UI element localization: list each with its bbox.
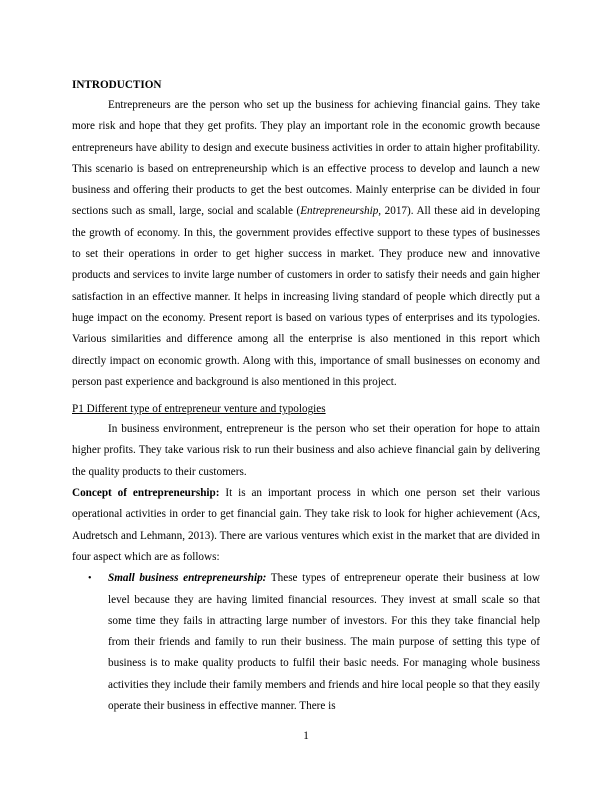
list-item-label: Small business entrepreneurship: — [108, 572, 267, 585]
list-item — [72, 568, 540, 717]
intro-text-part1: Entrepreneurs are the person who set up the business for achieving financial gains. They take more risk and hope that they get profits. They play an important role in the economic growth because entrepreneurs have ability to design and execute business activities in order to attain higher profitability. This scenario is based on entrepreneurship which is an effective process to develop and launch a new business and offering their products to get the best outcomes. Mainly enterprise can be divided in four sections such as small, large, social and scalable ( — [72, 99, 540, 218]
list-item-text: These types of entrepreneur operate their business at low level because they are having limited financial resources. They invest at small scale so that some time they fails in attracting large number of investors. For this they take financial help from their friends and family to run their business. The main purpose of setting this type of business is to make quality products to fulfil their basic needs. For managing whole business activities they include their family members and friends and hire local people so that they easily operate their business in effective manner. There is — [108, 572, 540, 713]
concept-text: It is an important process in which one person set their various operational activities in order to get financial gain. They take risk to look for higher achievement (Acs, Audretsch and Lehmann, 2013). There are various ventures which exist in the market that are divided in four aspect which are as follows: — [72, 487, 540, 563]
section-paragraph: In business environment, entrepreneur is the person who set their operation for hope to attain higher profits. They take various risk to run their business and also achieve financial gain by delivering the quality products to their customers. — [72, 423, 540, 478]
page-number: 1 — [303, 730, 309, 742]
intro-paragraph — [72, 95, 540, 393]
concept-label: Concept of entrepreneurship: — [72, 487, 220, 500]
intro-text-part2: , 2017). All these aid in developing the growth of economy. In this, the government provides effective support to these types of businesses to set their operations in order to get higher success in market. They produce new and innovative products and services to invite large number of customers in order to satisfy their needs and gain higher satisfaction in an effective manner. It helps in increasing living standard of people which directly put a huge impact on the economy. Present report is based on various types of enterprises and its typologies. Various similarities and difference among all the enterprise is also mentioned in this report which directly impact on economic growth. Along with this, importance of small businesses on economy and person past experience and background is also mentioned in this project. — [72, 205, 540, 388]
bullet-icon: • — [88, 573, 92, 585]
concept-paragraph — [72, 483, 540, 568]
venture-list — [72, 568, 540, 717]
intro-citation: Entrepreneurship — [300, 205, 379, 218]
page-title: INTRODUCTION — [72, 79, 162, 91]
document-page — [72, 78, 540, 717]
section-heading: P1 Different type of entrepreneur venture and typologies — [72, 403, 326, 416]
